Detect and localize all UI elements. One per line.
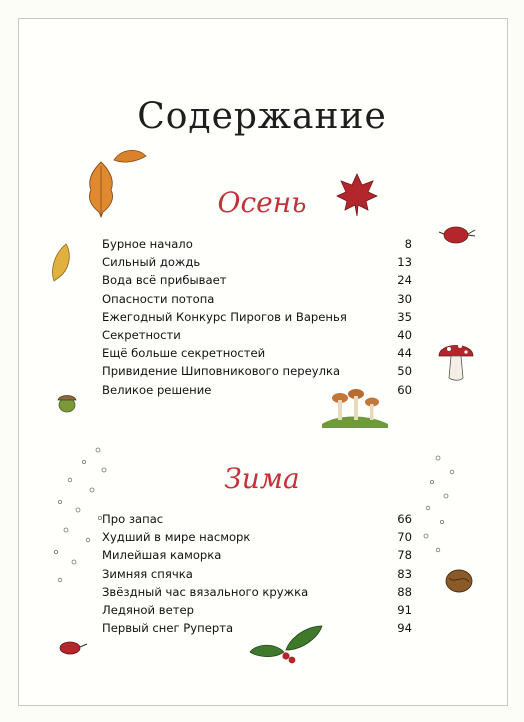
toc-entry[interactable] xyxy=(102,253,412,271)
page-title: Содержание xyxy=(137,96,387,137)
toc-entry[interactable] xyxy=(102,362,412,380)
toc-entry-title: Опасности потопа xyxy=(102,291,215,306)
acorn-icon xyxy=(54,390,80,414)
toc-entry[interactable] xyxy=(102,583,412,601)
toc-entry-page: 40 xyxy=(397,327,412,342)
oak-leaf-icon xyxy=(84,160,118,218)
toc-entry-page: 8 xyxy=(404,237,412,251)
toc-winter xyxy=(102,510,412,637)
snowflakes-right-icon xyxy=(418,452,468,562)
toc-entry[interactable] xyxy=(102,565,412,583)
toc-entry-page: 50 xyxy=(397,364,412,379)
toc-entry-title: Про запас xyxy=(102,512,164,526)
toc-entry-title: Привидение Шиповникового переулка xyxy=(102,364,341,379)
toc-entry-title: Вода всё прибывает xyxy=(102,273,227,288)
section-title-autumn: Осень xyxy=(217,186,307,219)
toc-entry-title: Первый снег Руперта xyxy=(102,621,234,636)
toc-entry-title: Ещё больше секретностей xyxy=(102,346,266,361)
toc-entry[interactable] xyxy=(102,290,412,308)
toc-entry-page: 30 xyxy=(397,291,412,306)
toc-entry-title: Секретности xyxy=(102,327,181,342)
toc-entry-page: 60 xyxy=(397,382,412,397)
rosehip-small-icon xyxy=(54,636,88,658)
toc-entry[interactable] xyxy=(102,308,412,326)
toc-entry-page: 78 xyxy=(397,548,412,563)
toc-entry-page: 13 xyxy=(397,255,412,270)
toc-entry[interactable] xyxy=(102,510,412,528)
mushroom-icon xyxy=(436,334,476,384)
snowflakes-left-icon xyxy=(48,440,118,590)
toc-entry-page: 70 xyxy=(397,530,412,545)
walnut-icon xyxy=(444,568,474,594)
toc-entry-page: 91 xyxy=(397,602,412,617)
toc-entry[interactable] xyxy=(102,326,412,344)
toc-autumn xyxy=(102,235,412,399)
holly-icon xyxy=(246,622,326,672)
toc-entry-title: Звёздный час вязального кружка xyxy=(102,584,309,599)
yellow-leaf-icon xyxy=(48,242,74,282)
toc-entry-title: Ежегодный Конкурс Пирогов и Варенья xyxy=(102,309,347,324)
toc-entry[interactable] xyxy=(102,344,412,362)
toc-entry-title: Зимняя спячка xyxy=(102,566,193,581)
toc-entry-page: 94 xyxy=(397,621,412,636)
toc-entry-page: 88 xyxy=(397,584,412,599)
toc-entry-title: Худший в мире насморк xyxy=(102,530,251,545)
toc-entry-title: Сильный дождь xyxy=(102,255,201,270)
toc-entry-title: Ледяной ветер xyxy=(102,602,194,617)
toc-entry-page: 24 xyxy=(397,273,412,288)
maple-leaf-icon xyxy=(335,172,379,218)
toc-entry-page: 44 xyxy=(397,346,412,361)
toc-entry-title: Милейшая каморка xyxy=(102,548,222,563)
toc-entry-title: Великое решение xyxy=(102,382,212,397)
section-title-winter: Зима xyxy=(224,462,300,495)
toc-entry-page: 35 xyxy=(397,309,412,324)
toc-entry-page: 83 xyxy=(397,566,412,581)
toc-entry-page: 66 xyxy=(397,512,412,526)
toc-entry[interactable] xyxy=(102,601,412,619)
rosehip-icon xyxy=(438,222,476,246)
toc-entry[interactable] xyxy=(102,271,412,289)
toc-entry[interactable] xyxy=(102,528,412,546)
toc-entry-title: Бурное начало xyxy=(102,237,193,251)
toc-entry[interactable] xyxy=(102,235,412,253)
mushrooms-cluster-icon xyxy=(318,384,390,430)
toc-entry[interactable] xyxy=(102,546,412,564)
